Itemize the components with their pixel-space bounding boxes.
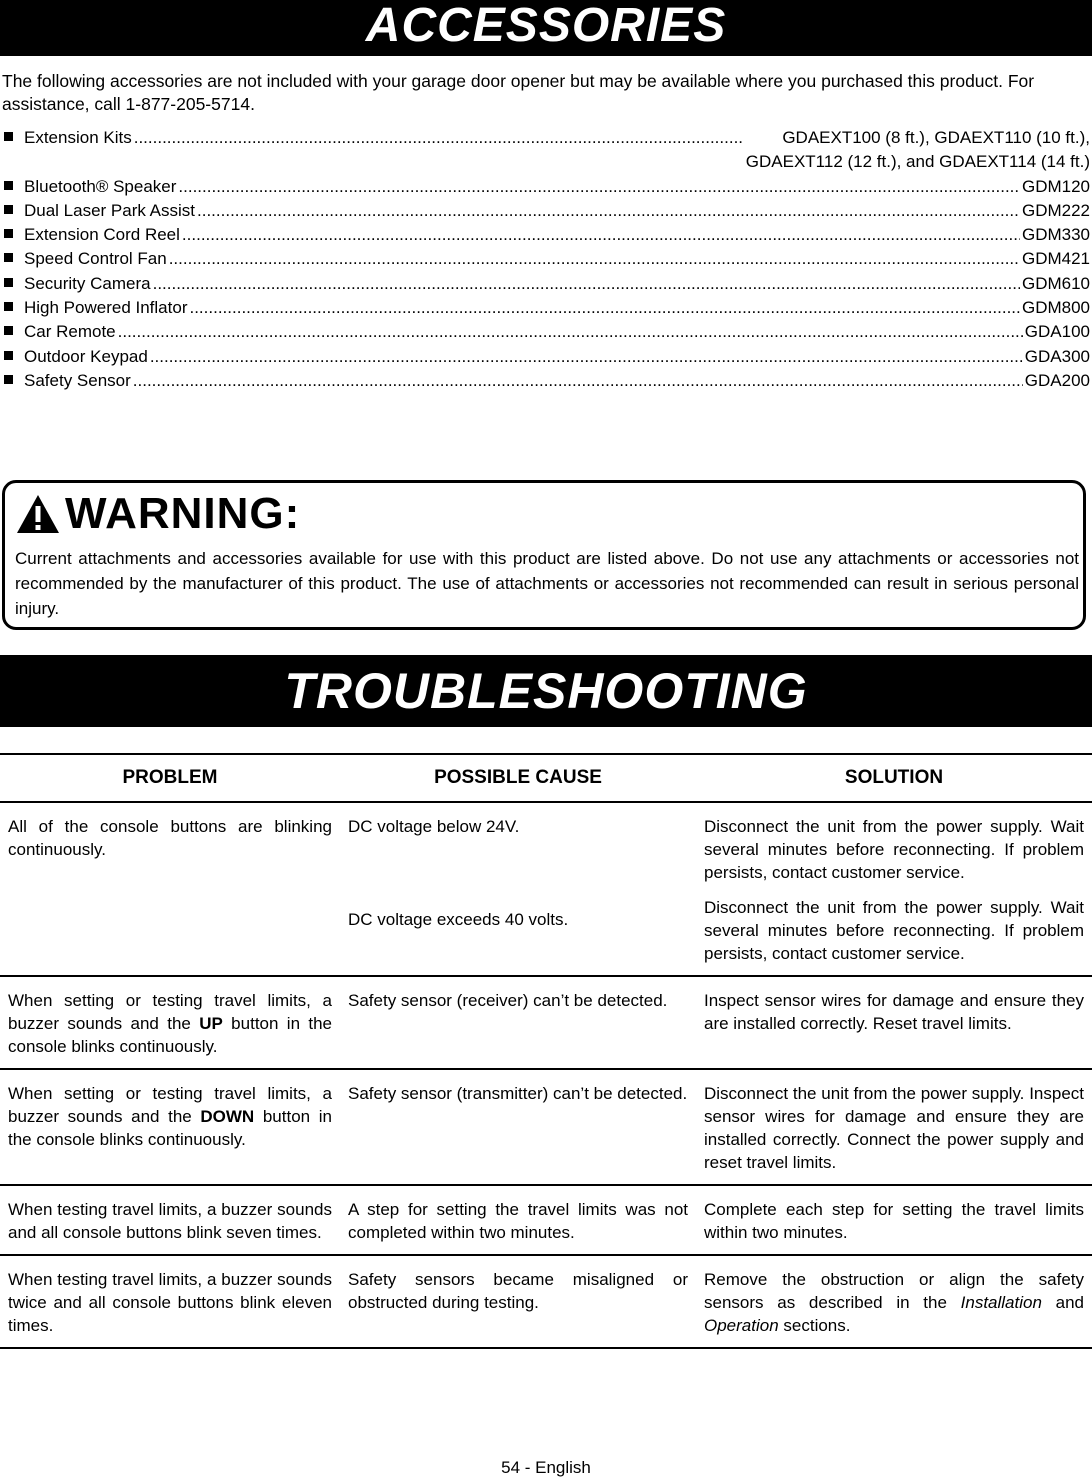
square-bullet-icon [4, 132, 13, 141]
model-number: GDAEXT100 (8 ft.), GDAEXT110 (10 ft.), [782, 128, 1090, 147]
list-item: Extension Kits ..... GDAEXT100 (8 ft.), GDAEXT110 (10 ft.), GDAEXT112 (12 ft.), and GDAEXT114 (14 ft.) [4, 126, 1090, 175]
solution-cell: Inspect sensor wires for damage and ensure they are installed correctly. Reset travel limits. [696, 976, 1092, 1069]
model-number: GDAEXT112 (12 ft.), and GDAEXT114 (14 ft.) [745, 152, 1090, 171]
problem-cell: When testing travel limits, a buzzer sounds and all console buttons blink seven times. [0, 1185, 340, 1255]
problem-cell: When testing travel limits, a buzzer sounds twice and all console buttons blink eleven times. [0, 1255, 340, 1348]
cause-cell: DC voltage below 24V. DC voltage exceeds 40 volts. [340, 802, 696, 976]
list-item: Safety Sensor ..... GDA200 [4, 369, 1090, 393]
square-bullet-icon [4, 375, 13, 384]
list-item: Extension Cord Reel ..... GDM330 [4, 223, 1090, 247]
cause-cell: Safety sensor (transmitter) can’t be detected. [340, 1069, 696, 1185]
column-header-solution: SOLUTION [696, 754, 1092, 802]
square-bullet-icon [4, 351, 13, 360]
model-number: GDM120 [1021, 176, 1090, 196]
model-number: GDM610 [1021, 273, 1090, 293]
model-number: GDA300 [1024, 346, 1090, 366]
warning-text: Current attachments and accessories available for use with this product are listed above. Do not use any attachments or accessories not recommended by the manufacturer of this product. The use of attachments or accessories not recommended can result in serious personal injury. [15, 549, 1079, 618]
problem-cell: When setting or testing travel limits, a buzzer sounds and the DOWN button in the console blinks continuously. [0, 1069, 340, 1185]
problem-cell: All of the console buttons are blinking continuously. [0, 802, 340, 976]
square-bullet-icon [4, 302, 13, 311]
list-item: Dual Laser Park Assist ..... GDM222 [4, 199, 1090, 223]
list-item: Bluetooth® Speaker ..... GDM120 [4, 175, 1090, 199]
cause-cell: A step for setting the travel limits was not completed within two minutes. [340, 1185, 696, 1255]
model-number: GDM800 [1021, 298, 1090, 318]
model-number: GDA100 [1024, 322, 1090, 342]
table-row [0, 1069, 1092, 1185]
list-item: Security Camera ..... GDM610 [4, 272, 1090, 296]
problem-cell: When setting or testing travel limits, a buzzer sounds and the UP button in the console blinks continuously. [0, 976, 340, 1069]
model-number: GDM330 [1021, 225, 1090, 245]
square-bullet-icon [4, 181, 13, 190]
table-row [0, 802, 1092, 976]
solution-cell: Disconnect the unit from the power supply. Inspect sensor wires for damage and ensure they are installed correctly. Connect the power supply and reset travel limits. [696, 1069, 1092, 1185]
model-number: GDA200 [1024, 370, 1090, 390]
troubleshooting-heading: TROUBLESHOOTING [0, 655, 1092, 727]
accessories-intro: The following accessories are not included with your garage door opener but may be available where you purchased this product. For assistance, call 1-877-205-5714. [2, 71, 1035, 114]
table-row [0, 976, 1092, 1069]
solution-cell: Disconnect the unit from the power supply. Wait several minutes before reconnecting. If problem persists, contact customer service. Disconnect the unit from the power supply. Wait several minutes before reconnecting. If problem persists, contact customer service. [696, 802, 1092, 976]
list-item: Speed Control Fan ..... GDM421 [4, 247, 1090, 271]
square-bullet-icon [4, 278, 13, 287]
table-row [0, 1185, 1092, 1255]
accessories-heading: ACCESSORIES [0, 0, 1092, 56]
square-bullet-icon [4, 253, 13, 262]
page-number: 54 - English [501, 1458, 591, 1477]
model-number: GDM421 [1021, 249, 1090, 269]
table-row [0, 1255, 1092, 1348]
list-item: Outdoor Keypad ..... GDA300 [4, 345, 1090, 369]
cause-cell: Safety sensors became misaligned or obstructed during testing. [340, 1255, 696, 1348]
solution-cell: Complete each step for setting the travel limits within two minutes. [696, 1185, 1092, 1255]
troubleshooting-table [0, 753, 1092, 1349]
warning-triangle-icon [15, 493, 61, 535]
square-bullet-icon [4, 229, 13, 238]
column-header-problem: PROBLEM [0, 754, 340, 802]
list-item: Car Remote ..... GDA100 [4, 320, 1090, 344]
square-bullet-icon [4, 326, 13, 335]
solution-cell: Remove the obstruction or align the safety sensors as described in the Installation and Operation sections. [696, 1255, 1092, 1348]
cause-cell: Safety sensor (receiver) can’t be detected. [340, 976, 696, 1069]
warning-box [2, 480, 1086, 630]
accessories-list [4, 126, 1090, 393]
warning-title: WARNING: [15, 489, 300, 539]
square-bullet-icon [4, 205, 13, 214]
model-number: GDM222 [1021, 200, 1090, 220]
list-item: High Powered Inflator ..... GDM800 [4, 296, 1090, 320]
column-header-cause: POSSIBLE CAUSE [340, 754, 696, 802]
